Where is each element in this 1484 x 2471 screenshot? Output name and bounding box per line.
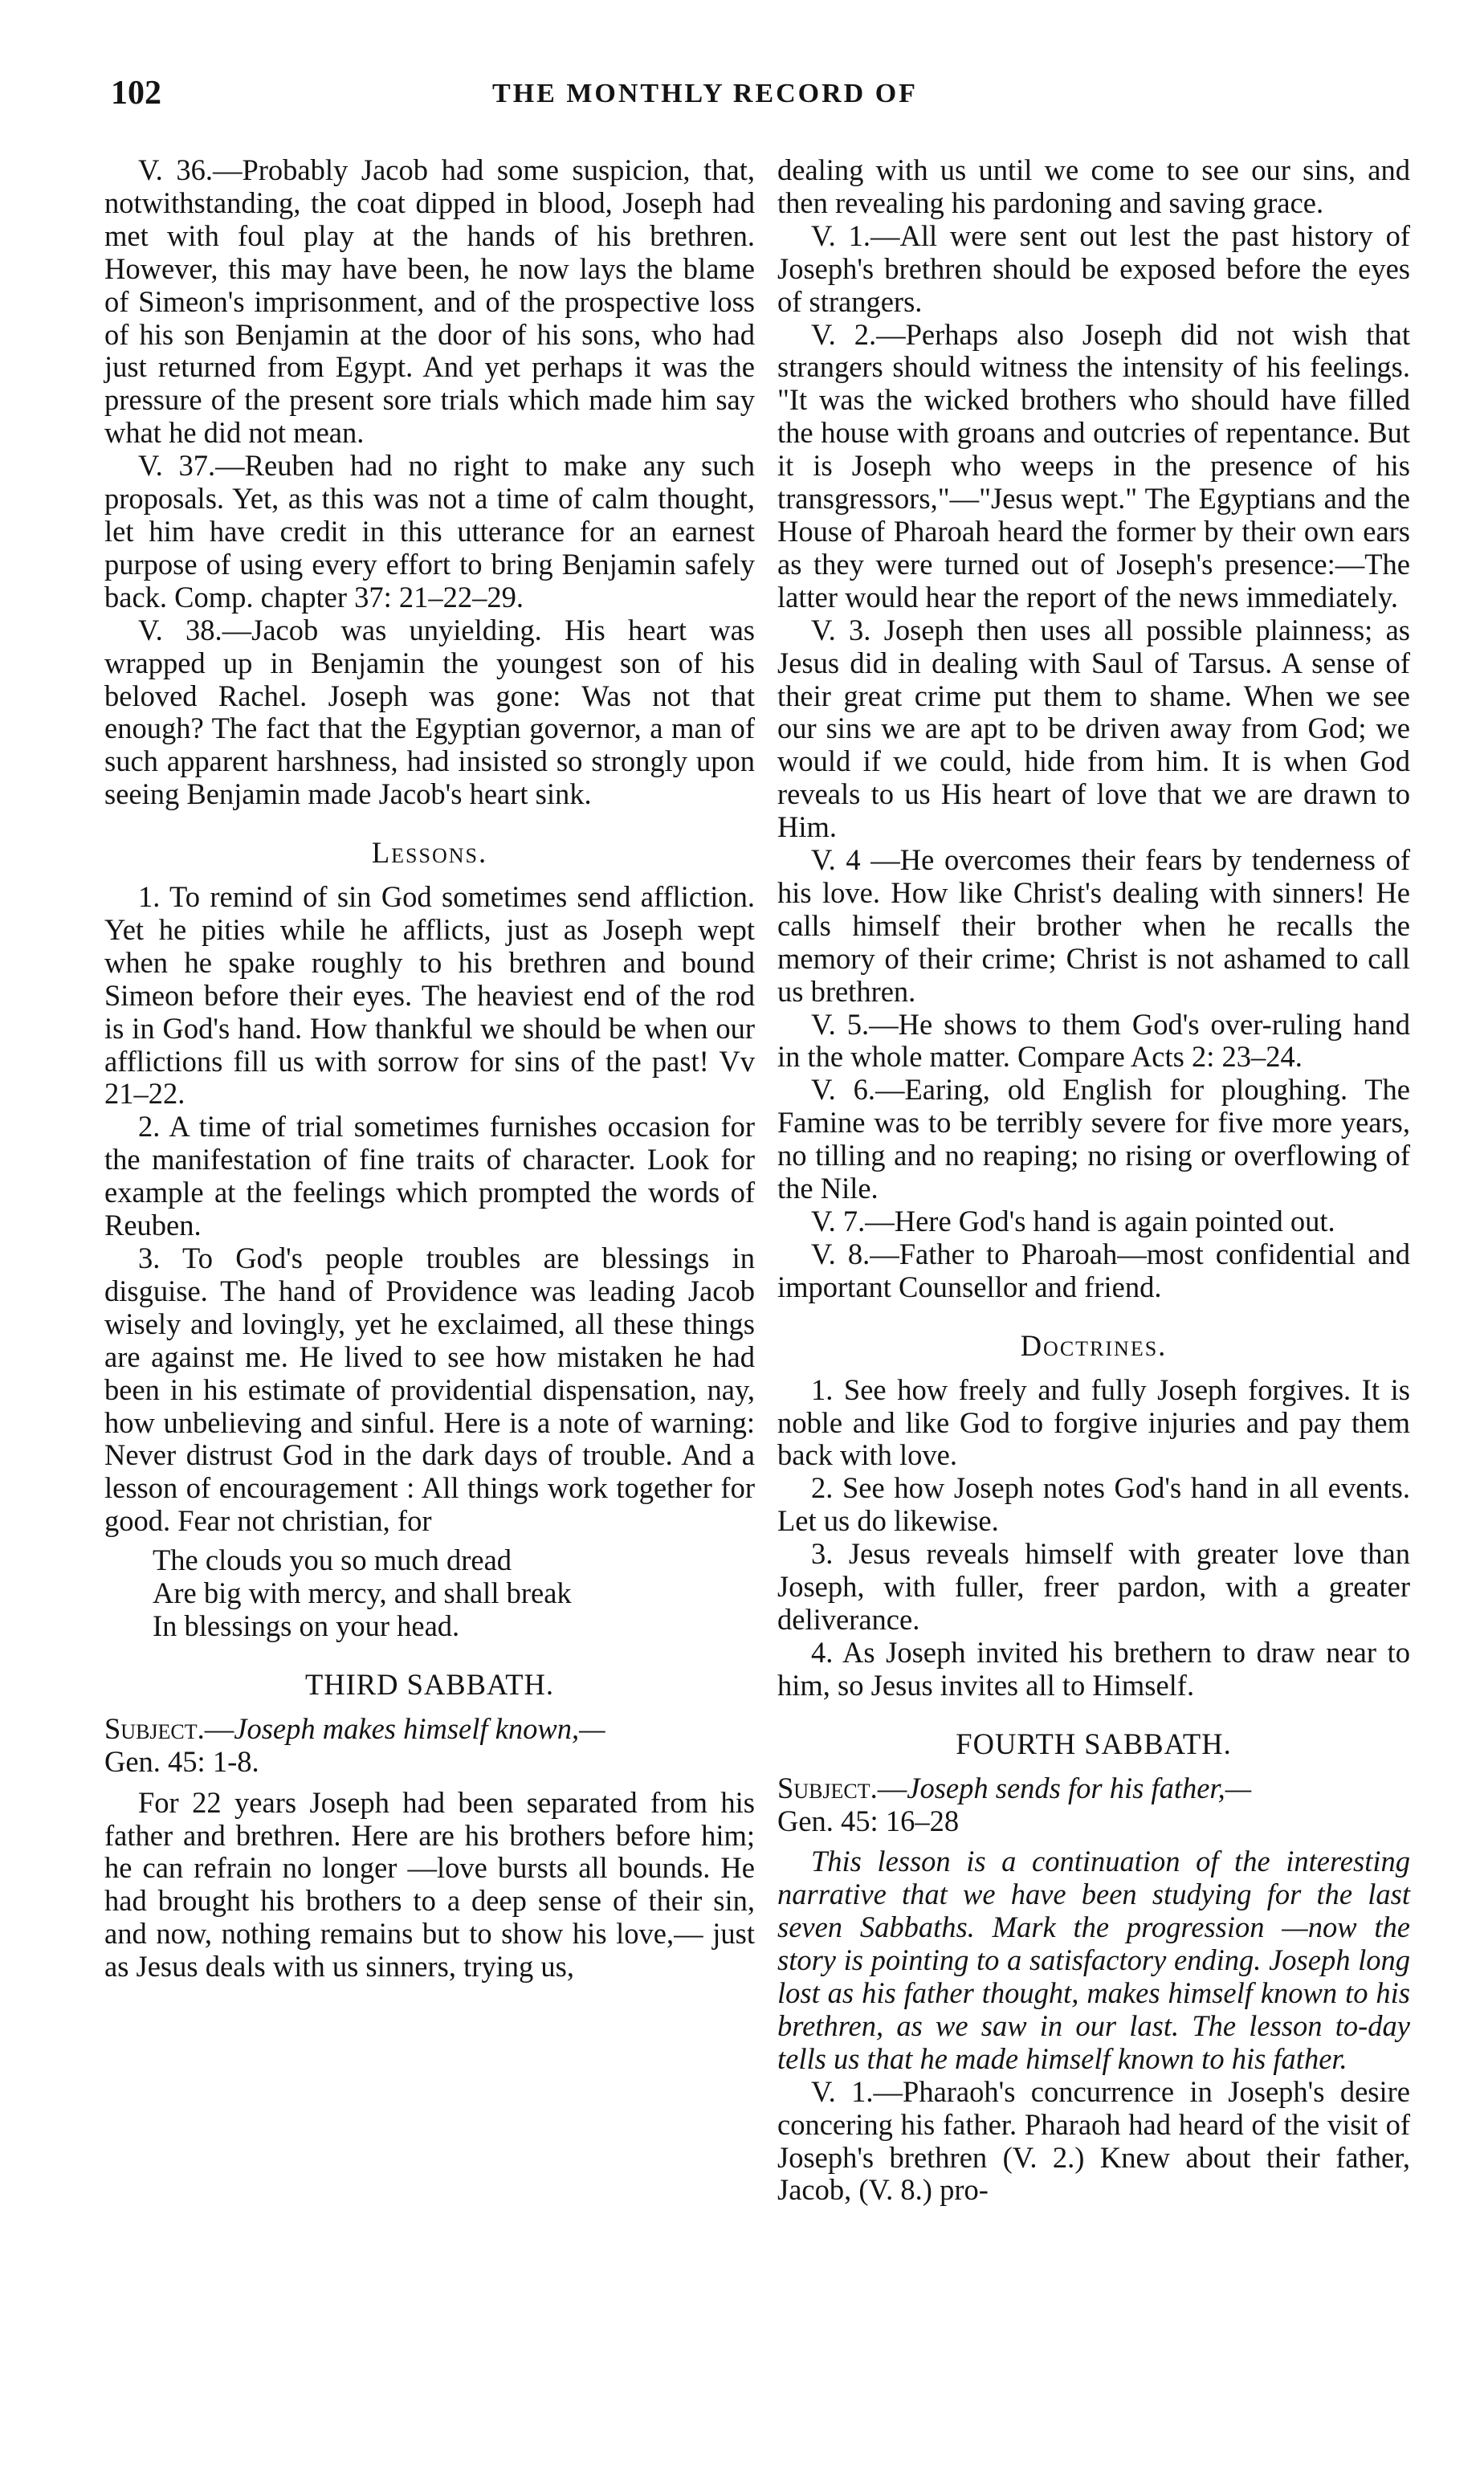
subject-reference: Gen. 45: 16–28 [777,1804,960,1837]
lessons-heading: Lessons. [371,836,488,870]
third-sabbath-subject [104,1713,755,1779]
lesson-3: 3. To God's people troubles are blessings in disguise. The hand of Providence was leading Jacob wisely and lovingly, yet he exclaimed, all these things are against me. He lived to see how mistaken he had been in his estimate of providential dispensation, nay, how unbelieving and sinful. Here is a note of warning: Never distrust God in the dark days of trouble. And a lesson of encouragement : All things work together for good. Fear not christian, for [104,1242,755,1538]
doctrine-2: 2. See how Joseph notes God's hand in all events. Let us do likewise. [777,1471,1410,1538]
verse-7-note: V. 7.—Here God's hand is again pointed out. [810,1205,1335,1238]
subject-label: Subject.— [104,1711,234,1745]
subject-title: Joseph makes himself known,— [234,1711,605,1745]
poem-line: In blessings on your head. [153,1609,460,1642]
poem-quote [153,1544,755,1643]
page-header [111,74,1412,122]
verse-1-note: V. 1.—All were sent out lest the past history of Joseph's brethren should be exposed before the eyes of strangers. [777,218,1410,318]
subject-title: Joseph sends for his father,— [907,1771,1252,1804]
verse-4-note: V. 4 —He overcomes their fears by tenderness of his love. How like Christ's dealing with sinners! He calls himself their brother when he recalls the memory of their crime; Christ is not ashamed to call us brethren. [777,843,1410,1008]
verse-2-note: V. 2.—Perhaps also Joseph did not wish that strangers should witness the intensity of his feelings. "It was the wicked brothers who should have filled the house with groans and outcries of repentance. But it is Joseph who weeps in the presence of his transgressors,"—"Jesus wept." The Egyptians and the House of Pharoah heard the former by their own ears as they were turned out of Joseph's presence:—The latter would hear the report of the news immediately. [777,317,1410,614]
lesson-2: 2. A time of trial sometimes furnishes occasion for the manifestation of fine traits of character. Look for example at the feelings which prompted the words of Reuben. [104,1110,755,1242]
running-head: THE MONTHLY RECORD OF [492,79,918,108]
verse-37-note: V. 37.—Reuben had no right to make any such proposals. Yet, as this was not a time of calm thought, let him have credit in this utterance for an earnest purpose of using every effort to bring Benjamin safely back. Comp. chapter 37: 21–22–29. [104,449,755,614]
doctrine-4: 4. As Joseph invited his brethern to draw near to him, so Jesus invites all to Himself. [777,1635,1410,1702]
doctrine-3: 3. Jesus reveals himself with greater love than Joseph, with fuller, freer pardon, with a greater deliverance. [777,1537,1410,1636]
page-number: 102 [111,75,161,112]
fourth-sabbath-heading: FOURTH SABBATH. [956,1727,1232,1760]
third-sabbath-heading: THIRD SABBATH. [304,1667,555,1701]
subject-reference: Gen. 45: 1-8. [104,1744,259,1778]
poem-line: The clouds you so much dread [153,1543,512,1577]
verse-8-note: V. 8.—Father to Pharoah—most confidential and important Counsellor and friend. [777,1237,1410,1303]
doctrines-heading: Doctrines. [1020,1328,1168,1362]
verse-36-note: V. 36.—Probably Jacob had some suspicion, that, notwithstanding, the coat dipped in blood, Joseph had met with foul play at the hands of his brethren. However, this may have been, he now lays the blame of Simeon's imprisonment, and of the prospective loss of his son Benjamin at the door of his sons, who had just returned from Egypt. And yet perhaps it was the pressure of the present sore trials which made him say what he did not mean. [104,153,755,450]
verse-6-note: V. 6.—Earing, old English for ploughing. The Famine was to be terribly severe for five more years, no tilling and no reaping; no rising or overflowing of the Nile. [777,1073,1410,1205]
doctrine-1: 1. See how freely and fully Joseph forgives. It is noble and like God to forgive injuries and pay them back with love. [777,1372,1410,1472]
third-sabbath-intro: For 22 years Joseph had been separated from his father and brethren. Here are his brothers before him; he can refrain no longer —love bursts all bounds. He had brought his brothers to a deep sense of their sin, and now, nothing remains but to show his love,— just as Jesus deals with us sinners, trying us, [104,1785,755,1984]
fourth-sabbath-intro: This lesson is a continuation of the interesting narrative that we have been studying for the last seven Sabbaths. Mark the progression —now the story is pointing to a satisfactory ending. Joseph long lost as his father thought, makes himself known to his brethren, as we saw in our last. The lesson to-day tells us that he made himself known to his father. [777,1845,1410,2075]
left-column [104,154,755,1984]
verse-5-note: V. 5.—He shows to them God's over-ruling hand in the whole matter. Compare Acts 2: 23–24. [777,1007,1410,1074]
verse-3-note: V. 3. Joseph then uses all possible plainness; as Jesus did in dealing with Saul of Tarsus. A sense of their great crime put them to shame. When we see our sins we are apt to be driven away from God; we would if we could, hide from him. It is when God reveals to us His heart of love that we are drawn to Him. [777,613,1410,844]
subject-label: Subject.— [777,1771,907,1804]
verse-38-note: V. 38.—Jacob was unyielding. His heart was wrapped up in Benjamin the youngest son of his beloved Rachel. Joseph was gone: Was not that enough? The fact that the Egyptian governor, a man of such apparent harshness, had insisted so strongly upon seeing Benjamin made Jacob's heart sink. [104,613,755,811]
continued-text: dealing with us until we come to see our sins, and then revealing his pardoning and saving grace. [777,153,1410,219]
fourth-sabbath-subject [777,1772,1410,1838]
right-column [777,154,1410,2207]
fourth-verse-1-note: V. 1.—Pharaoh's concurrence in Joseph's desire concering his father. Pharaoh had heard of the visit of Joseph's brethren (V. 2.) Knew about their father, Jacob, (V. 8.) pro- [777,2074,1410,2207]
lesson-1: 1. To remind of sin God sometimes send affliction. Yet he pities while he afflicts, just as Joseph wept when he spake roughly to his brethren and bound Simeon before their eyes. The heaviest end of the rod is in God's hand. How thankful we should be when our afflictions fill us with sorrow for sins of the past! Vv 21–22. [104,880,755,1111]
poem-line: Are big with mercy, and shall break [153,1576,572,1610]
